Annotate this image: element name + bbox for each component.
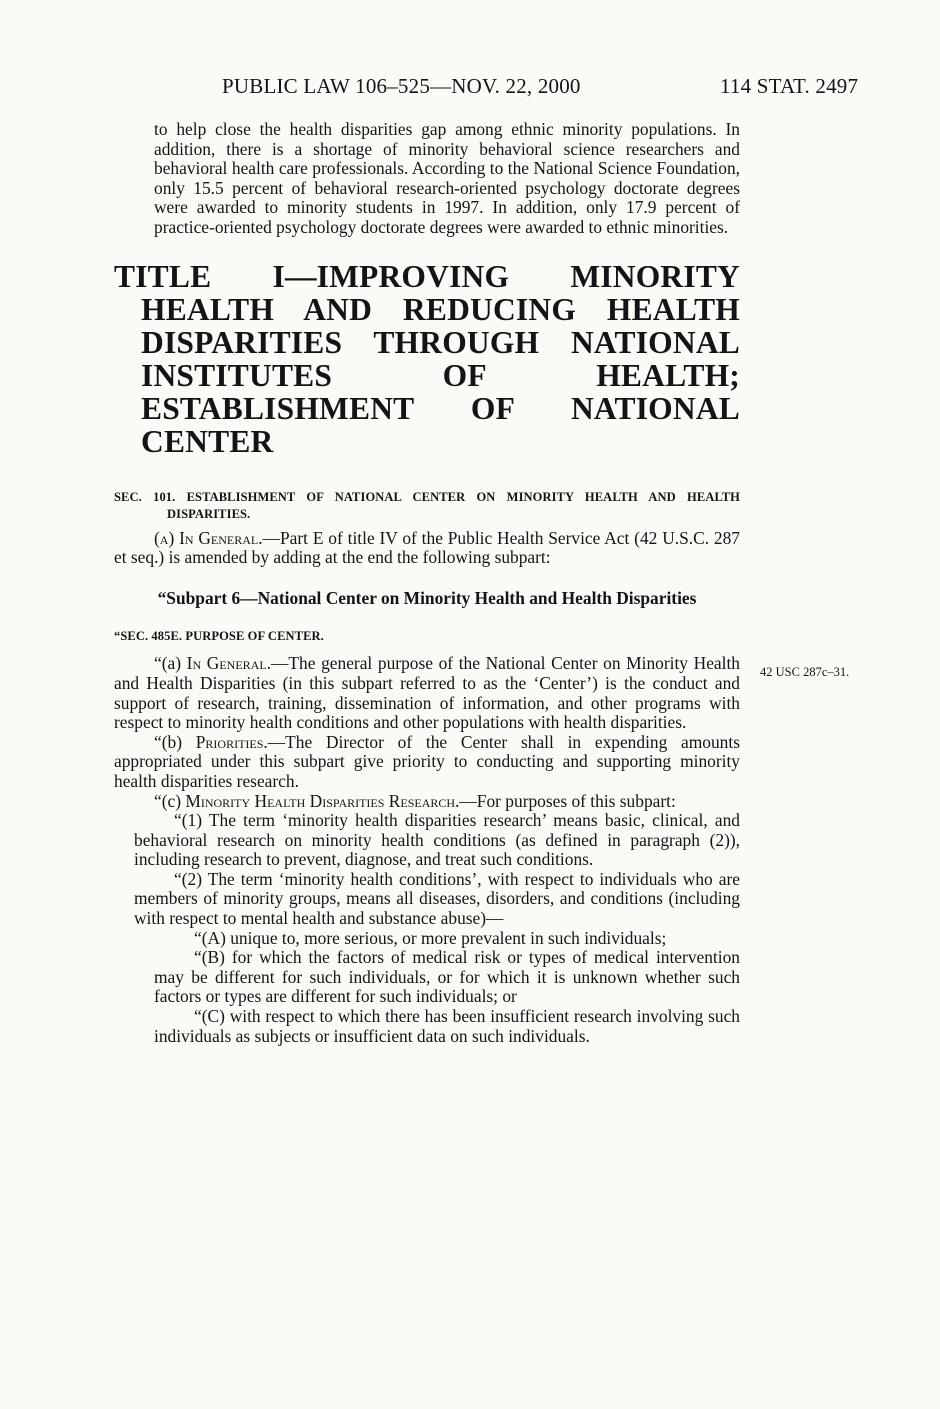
section-101-heading: SEC. 101. ESTABLISHMENT OF NATIONAL CENTER ON MINORITY HEALTH AND HEALTH DISPARITIES. [114,489,740,521]
paragraph-c-prefix: “(c) [154,790,186,811]
subparagraph-A: “(A) unique to, more serious, or more prevalent in such individuals; [194,927,667,948]
intro-paragraph: to help close the health disparities gap among ethnic minority populations. In addition, there is a shortage of minority behavioral science researchers and behavioral health care professionals. According to the National Science Foundation, only 15.5 percent of behavioral research-oriented psychology doctorate degrees were awarded to minority students in 1997. In addition, only 17.9 percent of practice-oriented psychology doctorate degrees were awarded to ethnic minorities. [154,119,740,237]
margin-note-usc-citation: 42 USC 287c–31. [760,665,850,679]
paragraph-a-heading: In General. [186,653,272,674]
section-485e-paragraph-a [114,654,740,732]
paragraph-a-prefix: “(a) [154,653,187,674]
paragraph-a-label: (a) In General. [154,527,263,548]
subparagraph-C: “(C) with respect to which there has been insufficient research involving such individuals as subjects or insufficient data on such individuals. [154,1006,740,1046]
section-485e-heading: “SEC. 485E. PURPOSE OF CENTER. [114,629,324,644]
paragraph-c-2: “(2) The term ‘minority health conditions’, with respect to individuals who are members of minority groups, means all diseases, disorders, and conditions (including with respect to mental health and substance abuse)— [134,868,740,929]
header-stat-page: 114 STAT. 2497 [720,74,859,98]
paragraph-b-heading: Priorities. [195,731,268,752]
body-text [114,120,740,1046]
paragraph-c-1: “(1) The term ‘minority health disparities research’ means basic, clinical, and behavioral research on minority health conditions (as defined in paragraph (2)), including research to prevent, diagnose, and treat such conditions. [134,810,740,870]
paragraph-b-prefix: “(b) [154,731,196,752]
subparagraph-B: “(B) for which the factors of medical risk or types of medical intervention may be different for such individuals, or for which it is unknown whether such factors or types are different for such individuals; or [154,947,740,1007]
section-485e-paragraph-b [114,733,740,792]
paragraph-c-body: —For purposes of this subpart: [459,790,676,811]
title-heading: TITLE I—IMPROVING MINORITY HEALTH AND REDUCING HEALTH DISPARITIES THROUGH NATIONAL INSTITUTES OF HEALTH; ESTABLISHMENT OF NATIONAL CENTER [114,258,740,459]
paragraph-a-text: —Part E of title IV of the Public Health Service Act (42 U.S.C. 287 et seq.) is amended by adding at the end the following subpart: [114,527,740,568]
running-header [0,74,940,102]
header-law-citation: PUBLIC LAW 106–525—NOV. 22, 2000 [222,74,581,98]
subpart-6-heading: “Subpart 6—National Center on Minority Health and Health Disparities [157,587,697,608]
section-485e-paragraph-c [114,792,740,812]
section-101-paragraph-a [114,529,740,568]
paragraph-c-heading: Minority Health Disparities Research. [185,790,460,811]
paragraph-a-body: —The general purpose of the National Center on Minority Health and Health Disparities (in this subpart referred to as the ‘Center’) is the conduct and support of research, training, dissemination of information, and other programs with respect to minority health conditions and other populations with health disparities. [114,653,740,733]
paragraph-b-body: —The Director of the Center shall in expending amounts appropriated under this subpart give priority to conducting and supporting minority health disparities research. [114,731,740,791]
